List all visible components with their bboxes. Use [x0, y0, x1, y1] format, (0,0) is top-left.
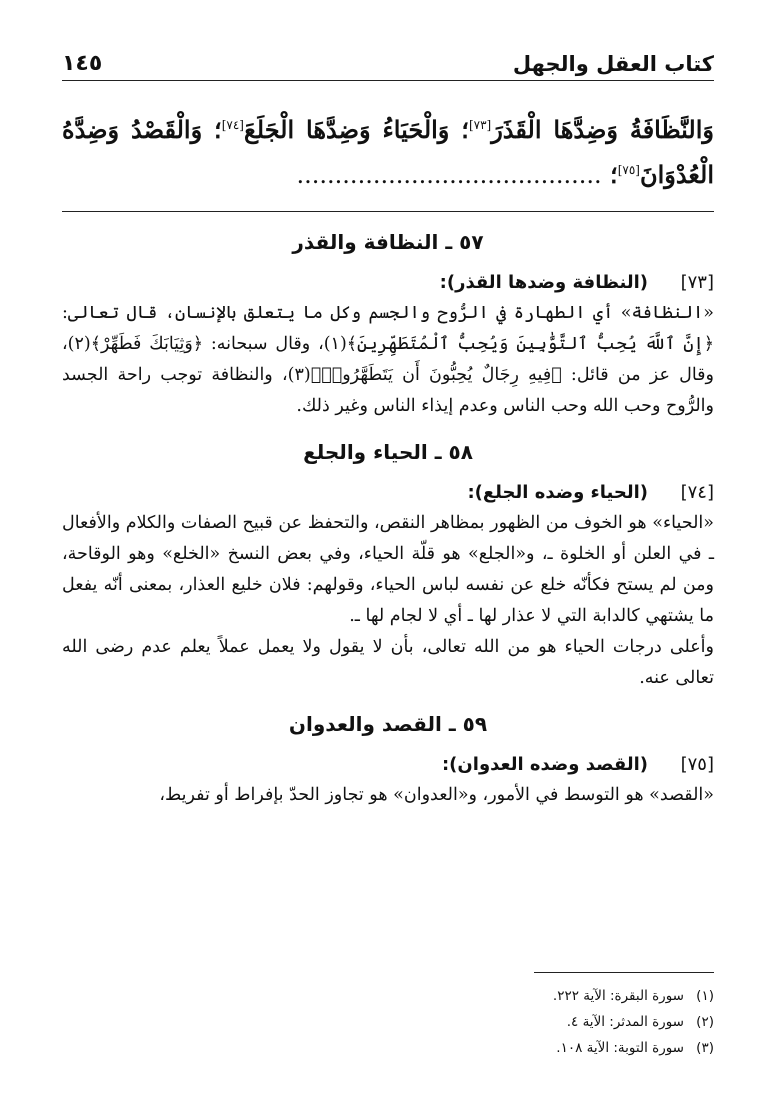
- section-59: [62, 712, 714, 811]
- verse-ref-73: [٧٣]: [468, 118, 492, 132]
- footnotes: [62, 972, 714, 1061]
- footnote-number: (٢): [696, 1014, 714, 1030]
- footnote: [62, 1009, 714, 1035]
- divider: [62, 211, 714, 212]
- note-number: [٧٣]: [680, 272, 714, 293]
- verse-ref-74: [٧٤]: [221, 118, 244, 132]
- footnote-text: سورة البقرة: الآية ٢٢٢.: [552, 988, 684, 1004]
- page-number: ١٤٥: [62, 51, 103, 76]
- verse-text-3: ؛ وَالْقَصْدُ وَضِدَّهُ الْعُدْوَانَ: [62, 115, 714, 189]
- note-head: [62, 478, 714, 508]
- verse-text-4: ؛: [610, 160, 618, 189]
- note-title: (النظافة وضدها القذر):: [439, 272, 648, 293]
- note-title: (القصد وضده العدوان):: [441, 754, 648, 775]
- section-heading: ٥٧ ـ النظافة والقذر: [292, 230, 484, 254]
- footnote-text: سورة المدثر: الآية ٤.: [566, 1014, 684, 1030]
- paragraph: وأعلى درجات الحياء هو من الله تعالى، بأن لا يقول ولا يعمل عملاً يعلم عدم رضى الله تعالى عنه.: [62, 637, 714, 688]
- section-57: [62, 230, 714, 422]
- footnote-number: (١): [696, 988, 714, 1004]
- verse-ref-75: [٧٥]: [617, 163, 640, 177]
- paragraph: «النظافة» أي الطهارة في الرُّوح والجسم وكل ما يتعلق بالإنسان، قال تعالى: ﴿إِنَّ ٱللَّهَ يُحِبُّ ٱلتَّوَّٰبِينَ وَيُحِبُّ ٱلْمُتَطَهِّرِينَ﴾(١)، وقال سبحانه: ﴿وَثِيَابَكَ فَطَهِّرْ﴾(٢)، وقال عز من قائل: ﴿فِيهِ رِجَالٌ يُحِبُّونَ أَن يَتَطَهَّرُوا۟﴾(٣)، والنظافة توجب راحة الجسد والرُّوح وحب الله وحب الناس وعدم إيذاء الناس وغير ذلك.: [62, 303, 714, 416]
- footnote: [62, 1035, 714, 1061]
- verse-dots: ........................................: [296, 161, 602, 189]
- section-heading: ٥٨ ـ الحياء والجلع: [303, 440, 473, 464]
- footnote-rule: [534, 972, 714, 973]
- verse-text-1: وَالنَّظَافَةُ وَضِدَّهَا الْقَذَرَ: [491, 115, 714, 144]
- section-58: [62, 440, 714, 694]
- note-number: [٧٥]: [680, 754, 714, 775]
- running-header: [62, 40, 714, 81]
- footnote: [62, 983, 714, 1009]
- chapter-title: كتاب العقل والجهل: [512, 52, 714, 76]
- note-head: [62, 750, 714, 780]
- note-number: [٧٤]: [680, 482, 714, 503]
- footnote-number: (٣): [696, 1040, 714, 1056]
- section-heading: ٥٩ ـ القصد والعدوان: [288, 712, 488, 736]
- hadith-verse: [62, 105, 714, 195]
- verse-text-2: ؛ وَالْحَيَاءُ وَضِدَّهَا الْجَلَعَ: [243, 115, 469, 144]
- note-head: [62, 268, 714, 298]
- paragraph: «الحياء» هو الخوف من الظهور بمظاهر النقص، والتحفظ عن قبيح الصفات والكلام والأفعال ـ في العلن أو الخلوة ـ، و«الجلع» هو قلّة الحياء، وفي بعض النسخ «الخلع» وهو الوقاحة، ومن لم يستح فكأنّه خلع عن نفسه لباس الحياء، وقولهم: فلان خليع العذار، بمعنى أنّه يفعل ما يشتهي كالدابة التي لا عذار لها ـ أي لا لجام لها ـ.: [62, 513, 714, 626]
- note-title: (الحياء وضده الجلع):: [467, 482, 648, 503]
- footnote-text: سورة التوبة: الآية ١٠٨.: [556, 1040, 684, 1056]
- paragraph: «القصد» هو التوسط في الأمور، و«العدوان» هو تجاوز الحدّ بإفراط أو تفريط،: [159, 785, 714, 805]
